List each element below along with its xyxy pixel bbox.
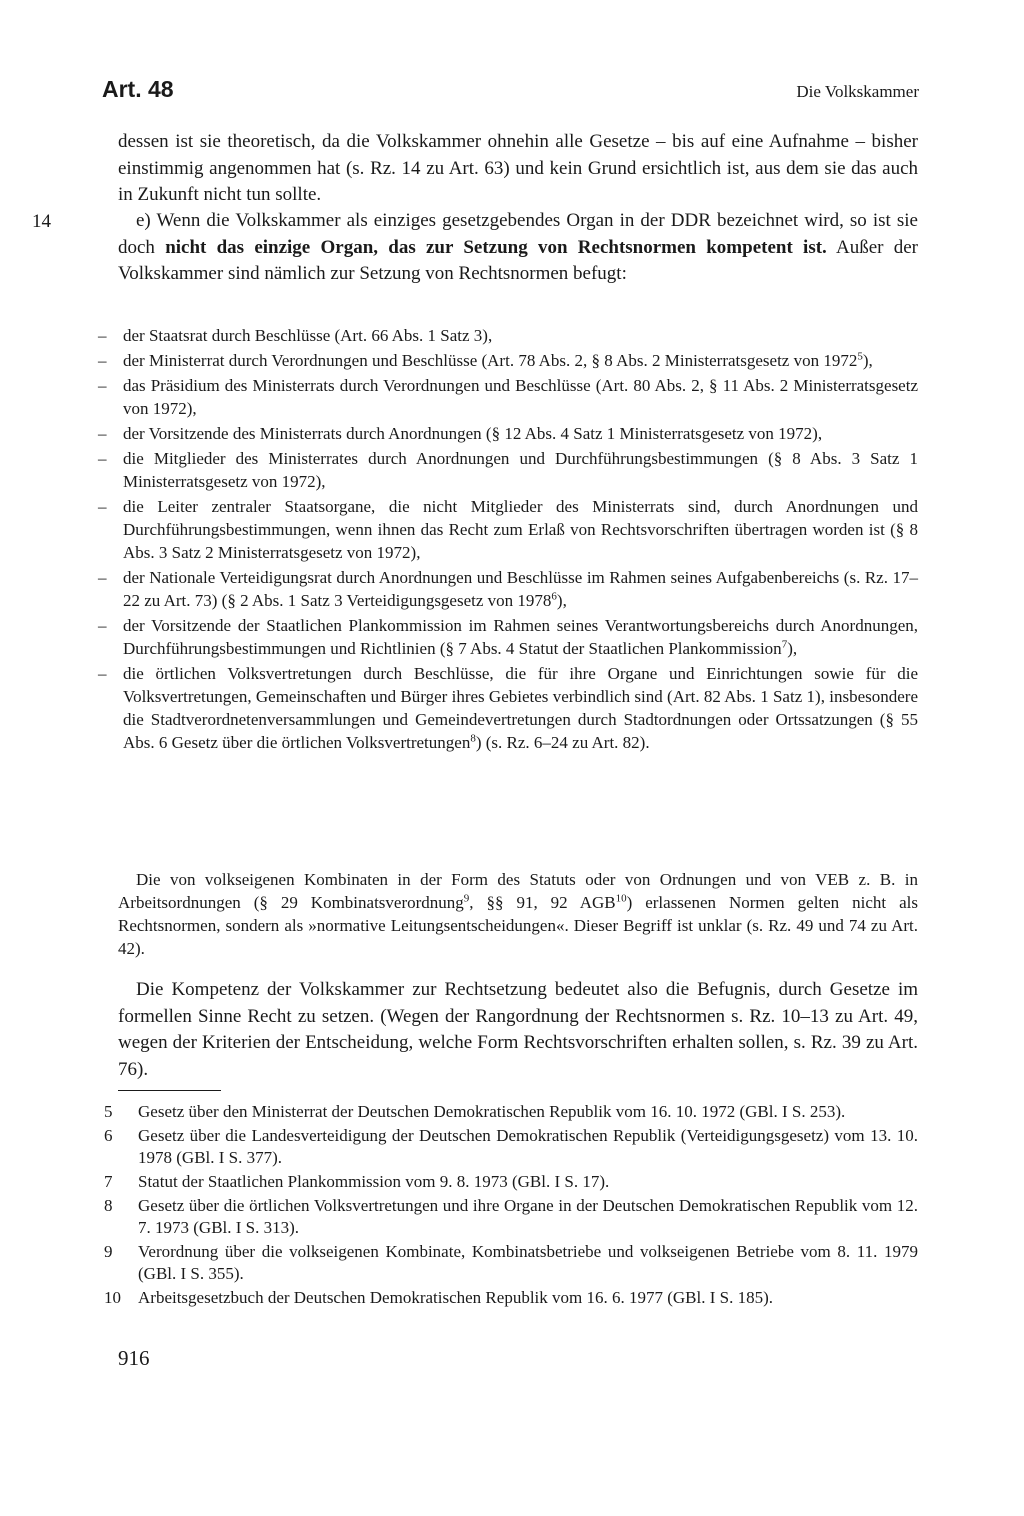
footnote — [104, 1125, 918, 1169]
footnote-ref: 9 — [463, 892, 470, 905]
footnote-number: 10 — [104, 1288, 121, 1307]
footnote-ref: 7 — [781, 638, 788, 651]
list-item — [118, 447, 918, 493]
footnote — [104, 1241, 918, 1285]
list-item — [118, 374, 918, 420]
list-item-text: die Mitglieder des Ministerrates durch Anordnungen und Durchführungsbestimmungen (§ 8 Abs. 3 Satz 1 Ministerratsgesetz von 1972), — [123, 449, 918, 491]
footnote-ref: 10 — [615, 892, 627, 905]
paragraph-14-text-1: e) Wenn die Volkskammer als einziges gesetzgebendes Organ in der DDR bezeichnet wird, so ist sie doch — [118, 210, 918, 258]
list-item-text: der Staatsrat durch Beschlüsse (Art. 66 Abs. 1 Satz 3), — [123, 326, 493, 345]
footnote-ref: 5 — [857, 350, 863, 363]
list-item-text: der Ministerrat durch Verordnungen und Beschlüsse (Art. 78 Abs. 2, § 8 Abs. 2 Ministerratsgesetz von 1972 — [123, 351, 858, 370]
list-item-tail: ), — [787, 639, 798, 658]
list-item — [118, 662, 918, 754]
footnote-number: 8 — [104, 1196, 113, 1215]
list-item — [118, 349, 918, 372]
paragraph-text: , §§ 91, 92 AGB — [469, 893, 616, 912]
paragraph-14-bold: nicht das einzige Organ, das zur Setzung von Rechtsnormen kompetent ist. — [165, 236, 827, 258]
paragraph-text: Die von volkseigenen Kombinaten in der Form des Statuts oder von Ordnungen und von VEB z. B. in Arbeitsordnungen (§ 29 Kombinatsverordnung — [118, 870, 918, 912]
list-item-text: die örtlichen Volksvertretungen durch Beschlüsse, die für ihre Organe und Einrichtungen sowie für die Volksvertretungen, Gemeinschaften und Bürger ihres Gebietes verbindlich sind (Art. 82 Abs. 1 Satz 1), insbesondere die Stadtverordnetenversammlungen und Gemeindevertretungen durch Stadtordnungen oder Ortssatzungen (§ 55 Abs. 6 Gesetz über die örtlichen Volksvertretungen — [123, 664, 918, 752]
paragraph-14 — [118, 208, 918, 288]
footnote-number: 9 — [104, 1242, 113, 1261]
list-item-text: das Präsidium des Ministerrats durch Verordnungen und Beschlüsse (Art. 80 Abs. 2, § 11 Abs. 2 Ministerratsgesetz von 1972), — [123, 376, 918, 418]
footnote — [104, 1195, 918, 1239]
margin-number: 14 — [32, 211, 51, 232]
paragraph-14-text-2: Außer der Volkskammer sind nämlich zur Setzung von Rechtsnormen befugt: — [118, 236, 918, 284]
article-heading: Art. 48 — [102, 76, 174, 102]
list-item — [118, 566, 918, 612]
paragraph-continuation: dessen ist sie theoretisch, da die Volkskammer ohnehin alle Gesetze – bis auf eine Aufnahme – bisher einstimmig angenommen hat (s. Rz. 14 zu Art. 63) und kein Grund ersichtlich ist, aus dem sie das auch in Zukunft nicht tun sollte. — [118, 131, 918, 205]
footnote-ref: 6 — [551, 590, 557, 603]
footnote — [104, 1101, 918, 1123]
footnote-number: 6 — [104, 1126, 113, 1145]
list-item-text: die Leiter zentraler Staatsorgane, die nicht Mitglieder des Ministerrats sind, durch Anordnungen und Durchführungsbestimmungen, wenn ihnen das Recht zum Erlaß von Rechtsvorschriften übertragen worden ist (§ 8 Abs. 3 Satz 2 Ministerratsgesetz von 1972), — [123, 497, 918, 562]
authority-list — [118, 324, 918, 756]
footnote-text: Statut der Staatlichen Plankommission vom 9. 8. 1973 (GBl. I S. 17). — [138, 1172, 610, 1191]
footnote-text: Arbeitsgesetzbuch der Deutschen Demokratischen Republik vom 16. 6. 1977 (GBl. I S. 185). — [138, 1288, 774, 1307]
footnote — [104, 1287, 918, 1309]
page-number: 916 — [118, 1346, 150, 1370]
footnote — [104, 1171, 918, 1193]
footnote-text: Gesetz über den Ministerrat der Deutschen Demokratischen Republik vom 16. 10. 1972 (GBl. I S. 253). — [138, 1102, 846, 1121]
paragraph-text: ) erlassenen Normen gelten nicht als Rechtsnormen, sondern als »normative Leitungsentscheidungen«. Dieser Begriff ist unklar (s. Rz. 49 und 74 zu Art. 42). — [118, 893, 918, 958]
list-item-text: der Vorsitzende der Staatlichen Plankommission im Rahmen seines Verantwortungsbereichs durch Anordnungen, Durchführungsbestimmungen und Richtlinien (§ 7 Abs. 4 Statut der Staatlichen Plankommission — [123, 616, 918, 658]
list-item — [118, 614, 918, 660]
normative-decisions-paragraph — [118, 868, 918, 960]
footnote-text: Verordnung über die volkseigenen Kombinate, Kombinatsbetriebe und volkseigenen Betriebe vom 8. 11. 1979 (GBl. I S. 355). — [138, 1242, 918, 1283]
list-item — [118, 324, 918, 347]
list-item-tail: ), — [862, 351, 873, 370]
footnote-divider — [118, 1090, 221, 1091]
footnote-text: Gesetz über die örtlichen Volksvertretungen und ihre Organe in der Deutschen Demokratischen Republik vom 12. 7. 1973 (GBl. I S. 313). — [138, 1196, 918, 1237]
footnote-number: 7 — [104, 1172, 113, 1191]
list-item-text: der Vorsitzende des Ministerrats durch Anordnungen (§ 12 Abs. 4 Satz 1 Ministerratsgesetz von 1972), — [123, 424, 823, 443]
list-item-tail: ), — [556, 591, 567, 610]
list-item — [118, 422, 918, 445]
list-item-tail: ) (s. Rz. 6–24 zu Art. 82). — [475, 733, 650, 752]
footnotes — [104, 1101, 918, 1311]
footnote-text: Gesetz über die Landesverteidigung der Deutschen Demokratischen Republik (Verteidigungsgesetz) vom 13. 10. 1978 (GBl. I S. 377). — [138, 1126, 918, 1167]
footnote-ref: 8 — [470, 732, 476, 745]
final-paragraph: Die Kompetenz der Volkskammer zur Rechtsetzung bedeutet also die Befugnis, durch Gesetze im formellen Sinne Recht zu setzen. (Wegen der Rangordnung der Rechtsnormen s. Rz. 10–13 zu Art. 49, wegen der Kriterien der Entscheidung, welche Form Rechtsvorschriften erhalten sollen, s. Rz. 39 zu Art. 76). — [118, 979, 918, 1080]
footnote-number: 5 — [104, 1102, 113, 1121]
list-item — [118, 495, 918, 564]
running-header: Die Volkskammer — [796, 82, 919, 101]
list-item-text: der Nationale Verteidigungsrat durch Anordnungen und Beschlüsse im Rahmen seines Aufgabenbereichs (s. Rz. 17–22 zu Art. 73) (§ 2 Abs. 1 Satz 3 Verteidigungsgesetz von 1978 — [123, 568, 918, 610]
